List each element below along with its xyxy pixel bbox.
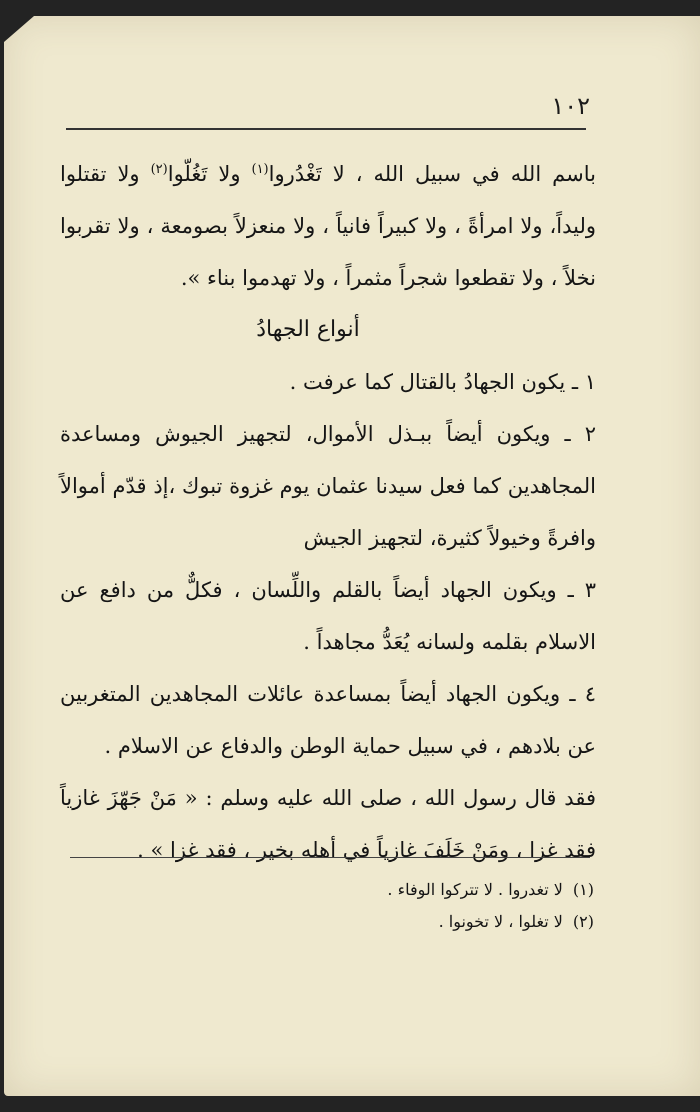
footnote-text: لا تغدروا . لا تتركوا الوفاء .	[387, 880, 563, 899]
footnote-mark-1: (١)	[251, 162, 269, 177]
footnote-number: (١)	[572, 880, 594, 899]
page-corner	[4, 16, 34, 42]
page-number: ١٠٢	[551, 92, 590, 120]
footnote-mark-2: (٢)	[150, 162, 168, 177]
list-item-2: ٢ ـ ويكون أيضاً ببـذل الأموال، لتجهيز الجيوش ومساعدة المجاهدين كما فعل سيدنا عثمان يوم غزوة تبوك ،إذ قدّم أموالاً وافرةً وخيولاً كثيرة، لتجهيز الجيش	[60, 422, 596, 550]
body-text	[60, 148, 596, 876]
footnote-number: (٢)	[572, 912, 594, 931]
list-item-4: ٤ ـ ويكون الجهاد أيضاً بمساعدة عائلات المجاهدين المتغربين عن بلادهم ، في سبيل حماية الوطن والدفاع عن الاسلام .	[60, 682, 596, 758]
list-item-1: ١ ـ يكون الجهادُ بالقتال كما عرفت .	[289, 370, 596, 394]
header-rule	[66, 128, 586, 130]
footnote-rule	[70, 857, 590, 858]
intro-text-part1: باسم الله في سبيل الله ، لا تَغْدُروا	[268, 162, 596, 186]
footnote-2	[70, 906, 594, 938]
intro-paragraph	[60, 148, 596, 304]
footnotes	[70, 874, 594, 938]
section-heading: أنواع الجهادُ	[256, 317, 360, 342]
intro-text-part3: ولا تقتلوا وليداً، ولا امرأةً ، ولا كبيراً فانياً ، ولا منعزلاً بصومعة ، ولا تقربوا نخلاً ، ولا تقطعوا شجراً مثمراً ، ولا تهدموا بناء ».	[60, 162, 596, 290]
list-item-3: ٣ ـ ويكون الجهاد أيضاً بالقلم واللِّسان ، فكلٌّ من دافع عن الاسلام بقلمه ولسانه يُعَدُّ مجاهداً .	[60, 578, 596, 654]
hadith-paragraph: فقد قال رسول الله ، صلى الله عليه وسلم : « مَنْ جَهّزَ غازياً فقد غزا ، ومَنْ خَلَفَ غازياً في أهله بخير ، فقد غزا » .	[60, 786, 596, 862]
intro-text-part2: ولا تَغُلّوا	[167, 162, 252, 186]
footnote-1	[70, 874, 594, 906]
footnote-text: لا تغلوا ، لا تخونوا .	[438, 912, 563, 931]
